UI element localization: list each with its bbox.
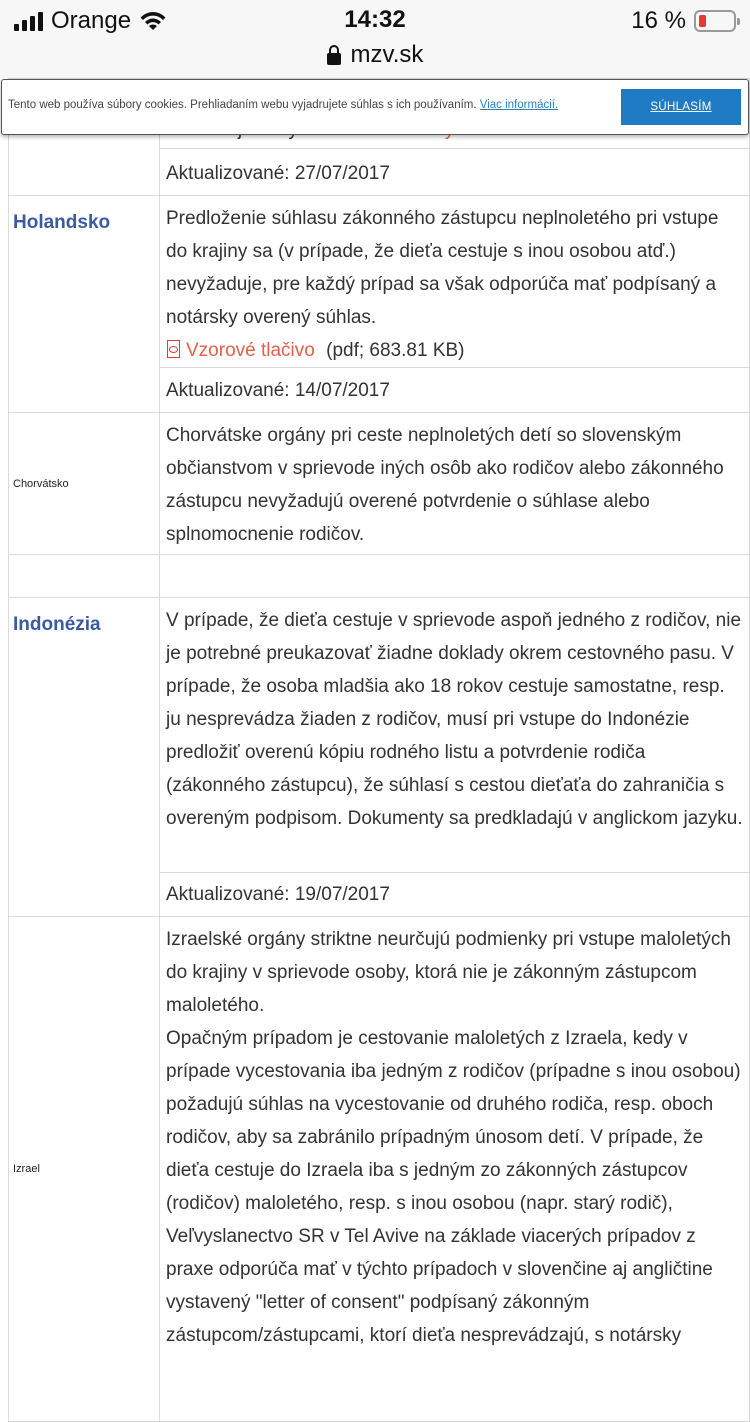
battery-icon — [694, 10, 736, 32]
empty-cell — [160, 555, 750, 598]
attachment — [166, 334, 743, 367]
table-row — [9, 413, 750, 555]
carrier-name: Orange — [51, 7, 132, 34]
content-cell — [160, 598, 750, 873]
pdf-icon — [166, 340, 180, 357]
updated-date: Aktualizované: 27/07/2017 — [166, 163, 390, 184]
attachment-link[interactable]: Vzorové tlačivo — [186, 340, 315, 361]
row-text: Predloženie súhlasu zákonného zástupcu neplnoletého pri vstupe do krajiny sa (v prípade, že dieťa cestuje s inou osobou atď.) nevyžaduje, pre každý prípad sa však odporúča mať podpísaný a notársky overený súhlas. — [166, 208, 719, 328]
cookie-more-info-link[interactable]: Viac informácií. — [479, 99, 559, 111]
updated-cell — [160, 873, 750, 917]
row-text: Chorvátske orgány pri ceste neplnoletých detí so slovenským občianstvom v sprievode iných osôb ako rodičov alebo zákonného zástupcu nevyžadujú overené potvrdenie o súhlase alebo splnomocnenie rodičov. — [166, 425, 724, 545]
updated-date: Aktualizované: 19/07/2017 — [166, 884, 390, 905]
content-cell — [160, 413, 750, 555]
country-name: Indonézia — [13, 614, 101, 635]
country-cell — [9, 413, 160, 555]
row-text: Opačným prípadom je cestovanie maloletých z Izraela, kedy v prípade vycestovania iba jedným z rodičov (prípadne s inou osobou) požadujú súhlas na vycestovanie od druhého rodiča, resp. oboch rodičov, aby sa zabránilo prípadným únosom detí. V prípade, že dieťa cestuje do Izraela iba s jedným zo zákonných zástupcov (rodičov) maloletého, resp. s inou osobou (napr. starý rodič), Veľvyslanectvo SR v Tel Avive na základe viacerých prípadov z praxe odporúča mať v týchto prípadoch v slovenčine aj angličtine vystavený "letter of consent" podpísaný zákonným zástupcom/zástupcami, ktorí dieťa nesprevádzajú, s notársky — [166, 1028, 741, 1346]
lock-icon — [327, 45, 341, 65]
country-table — [8, 78, 750, 1422]
table-row — [9, 555, 750, 598]
row-text: V prípade, že dieťa cestuje v sprievode aspoň jedného z rodičov, nie je potrebné preukazovať žiadne doklady okrem cestovného pasu. V prípade, že osoba mladšia ako 18 rokov cestuje samostatne, resp. ju nesprevádza žiaden z rodičov, musí pri vstupe do Indonézie predložiť overenú kópiu rodného listu a potvrdenie rodiča (zákonného zástupcu), že súhlasí s cestou dieťaťa do zahraničia s overeným podpisom. Dokumenty sa predkladajú v anglickom jazyku. — [166, 610, 743, 829]
empty-cell — [9, 555, 160, 598]
cookie-text-line — [8, 99, 558, 111]
content-cell — [160, 917, 750, 1422]
cookie-text: Tento web používa súbory cookies. Prehliadaním webu vyjadrujete súhlas s ich používaním. — [8, 99, 477, 111]
country-name: Izrael — [13, 1163, 40, 1175]
url-text: mzv.sk — [350, 41, 424, 68]
address-bar[interactable] — [0, 40, 750, 70]
row-text: Izraelské orgány striktne neurčujú podmienky pri vstupe maloletých do krajiny v sprievode osoby, ktorá nie je zákonným zástupcom maloletého. — [166, 929, 731, 1016]
country-cell — [9, 598, 160, 917]
table-row — [9, 196, 750, 368]
cookie-banner — [1, 79, 749, 135]
country-name: Holandsko — [13, 212, 111, 233]
country-cell — [9, 196, 160, 413]
attachment-info: (pdf; 683.81 KB) — [326, 340, 465, 361]
status-bar-right — [631, 8, 736, 34]
battery-percent: 16 % — [631, 7, 686, 34]
updated-date: Aktualizované: 14/07/2017 — [166, 380, 390, 401]
page-content — [0, 78, 750, 1346]
table-row — [9, 598, 750, 873]
updated-cell — [160, 149, 750, 196]
country-cell — [9, 917, 160, 1422]
status-bar-time: 14:32 — [344, 6, 406, 33]
cookie-accept-button[interactable]: SÚHLASÍM — [621, 89, 741, 125]
browser-top-bar — [0, 0, 750, 78]
content-cell — [160, 196, 750, 368]
country-name: Chorvátsko — [13, 477, 69, 490]
updated-cell — [160, 368, 750, 413]
table-row — [9, 917, 750, 1422]
